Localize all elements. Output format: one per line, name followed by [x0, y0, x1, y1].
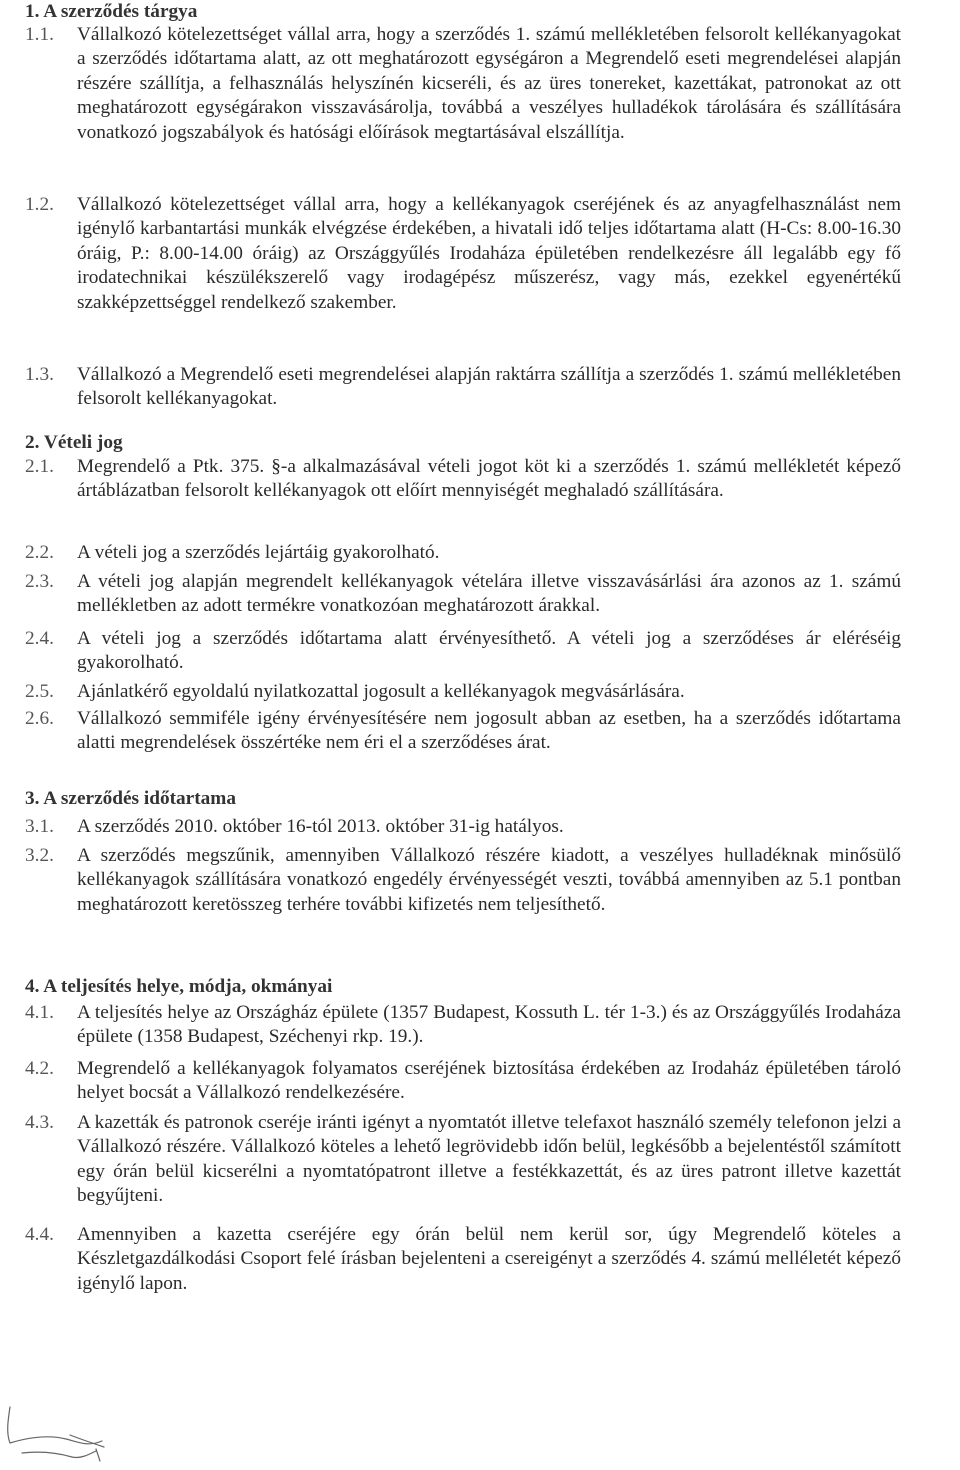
clause	[25, 363, 901, 412]
clause	[25, 844, 901, 917]
section-heading: 2. Vételi jog	[25, 432, 123, 453]
clause-number: 3.1.	[25, 816, 54, 837]
clause-number: 4.1.	[25, 1002, 54, 1023]
clause-text: Vállalkozó semmiféle igény érvényesítésére nem jogosult abban az esetben, ha a szerződés időtartama alatti megrendelések összértéke nem éri el a szerződéses árat.	[77, 708, 901, 754]
clause	[25, 1001, 901, 1050]
clause-number: 4.3.	[25, 1112, 54, 1133]
clause	[25, 815, 901, 839]
clause-text: Vállalkozó kötelezettséget vállal arra, hogy a szerződés 1. számú mellékletében felsorolt kellékanyagokat a szerződés időtartama alatt, az ott meghatározott egységáron a Megrendelő eseti megrendelései alapján részére szállítja, a felhasználás helyszínén kicseréli, és az üres tonereket, kazettákat, patronokat az ott meghatározott egységárakon visszavásárolja, továbbá a veszélyes hulladékok tárolására és szállítására vonatkozó jogszabályok és hatósági előírások megtartásával elszállítja.	[77, 24, 901, 143]
clause	[25, 1057, 901, 1106]
clause-text: Amennyiben a kazetta cseréjére egy órán belül nem kerül sor, úgy Megrendelő köteles a Készletgazdálkodási Csoport felé írásban bejelenteni a csereigényt a szerződés 4. számú melléletét képező igénylő lapon.	[77, 1224, 901, 1294]
clause-text: Megrendelő a kellékanyagok folyamatos cseréjének biztosítása érdekében az Irodaház épületében tároló helyet bocsát a Vállalkozó rendelkezésére.	[77, 1058, 901, 1104]
clause-text: A vételi jog a szerződés időtartama alatt érvényesíthető. A vételi jog a szerződéses ár eléréséig gyakorolható.	[77, 628, 901, 674]
handwritten-signature	[0, 1395, 120, 1463]
clause-number: 1.1.	[25, 24, 54, 45]
clause-text: A szerződés megszűnik, amennyiben Vállalkozó részére kiadott, a veszélyes hulladéknak minősülő kellékanyagok szállítására vonatkozó engedély érvényességét veszti, továbbá amennyiben az 5.1 pontban meghatározott keretösszeg terhére további kifizetés nem teljesíthető.	[77, 845, 901, 915]
clause-text: A szerződés 2010. október 16-tól 2013. október 31-ig hatályos.	[77, 816, 564, 837]
clause-text: Ajánlatkérő egyoldalú nyilatkozattal jogosult a kellékanyagok megvásárlására.	[77, 681, 685, 702]
clause-number: 1.2.	[25, 194, 54, 215]
clause-text: Vállalkozó kötelezettséget vállal arra, hogy a kellékanyagok cseréjének és az anyagfelhasználást nem igénylő karbantartási munkák elvégzése érdekében, a hivatali idő teljes időtartama alatt (H-Cs: 8.00-16.30 óráig, P.: 8.00-14.00 óráig) az Országgyűlés Irodaháza épületében rendelkezésre áll legalább egy fő irodatechnikai készülékszerelő vagy irodagépész műszerész, vagy más, ezekkel egyenértékű szakképzettséggel rendelkező szakember.	[77, 194, 901, 313]
section-heading: 4. A teljesítés helye, módja, okmányai	[25, 976, 333, 997]
clause-number: 2.5.	[25, 681, 54, 702]
clause-text: Megrendelő a Ptk. 375. §-a alkalmazásával vételi jogot köt ki a szerződés 1. számú mellékletét képező ártáblázatban felsorolt kellékanyagok ott előírt mennyiségét meghaladó szállítására.	[77, 456, 901, 502]
clause	[25, 541, 901, 565]
clause-text: Vállalkozó a Megrendelő eseti megrendelései alapján raktárra szállítja a szerződés 1. számú mellékletében felsorolt kellékanyagokat.	[77, 364, 901, 410]
clause-text: A kazetták és patronok cseréje iránti igényt a nyomtatót illetve telefaxot használó személy telefonon jelzi a Vállalkozó részére. Vállalkozó köteles a lehető legrövidebb időn belül, legkésőbb a bejelentéstől számított egy órán belül kicserélni a nyomtatópatront illetve a festékkazettát, és az üres patront illetve kazettát begyűjteni.	[77, 1112, 901, 1207]
section-heading: 3. A szerződés időtartama	[25, 788, 236, 809]
clause-text: A teljesítés helye az Országház épülete (1357 Budapest, Kossuth L. tér 1-3.) és az Országgyűlés Irodaháza épülete (1358 Budapest, Széchenyi rkp. 19.).	[77, 1002, 901, 1048]
clause-number: 2.4.	[25, 628, 54, 649]
clause-text: A vételi jog a szerződés lejártáig gyakorolható.	[77, 542, 440, 563]
clause	[25, 1111, 901, 1209]
clause-text: A vételi jog alapján megrendelt kellékanyagok vételára illetve visszavásárlási ára azonos az 1. számú mellékletben az adott termékre vonatkozóan meghatározott árakkal.	[77, 571, 901, 617]
clause	[25, 455, 901, 504]
clause	[25, 707, 901, 756]
clause-number: 3.2.	[25, 845, 54, 866]
clause	[25, 680, 901, 704]
clause	[25, 570, 901, 619]
clause-number: 4.4.	[25, 1224, 54, 1245]
signature-icon	[0, 1395, 120, 1463]
clause-number: 1.3.	[25, 364, 54, 385]
clause	[25, 627, 901, 676]
clause-number: 2.3.	[25, 571, 54, 592]
clause-number: 2.2.	[25, 542, 54, 563]
clause-number: 2.6.	[25, 708, 54, 729]
clause-number: 4.2.	[25, 1058, 54, 1079]
section-heading: 1. A szerződés tárgya	[25, 1, 198, 22]
clause-number: 2.1.	[25, 456, 54, 477]
clause	[25, 23, 901, 145]
clause	[25, 193, 901, 315]
clause	[25, 1223, 901, 1296]
